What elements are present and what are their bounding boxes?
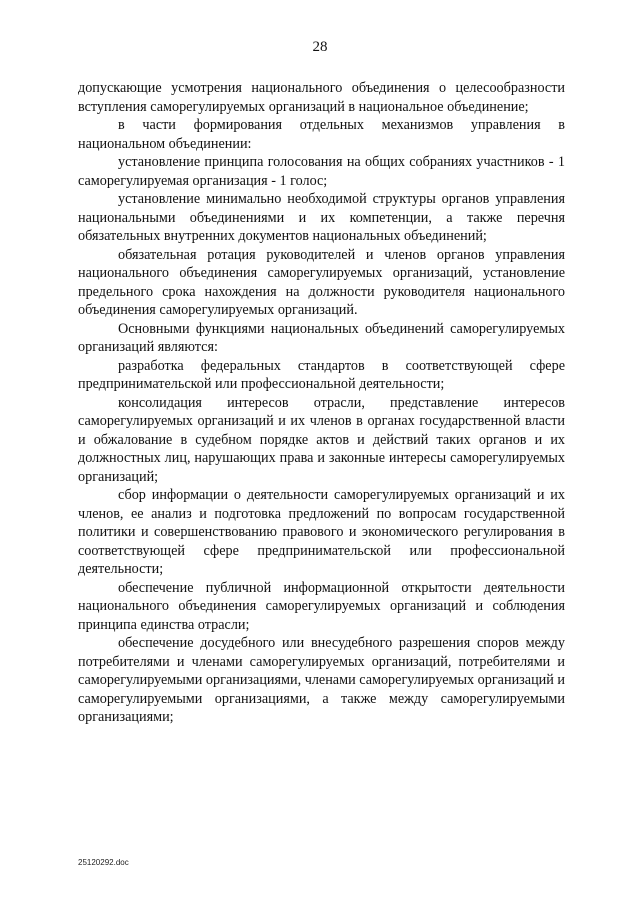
paragraph-continuation: допускающие усмотрения национального объединения о целесообразности вступления саморегулируемых организаций в национальное объединение;: [78, 80, 565, 115]
document-body: [78, 79, 565, 727]
footer-filename: 25120292.doc: [78, 858, 129, 867]
paragraph-publicity: обеспечение публичной информационной открытости деятельности национального объединения саморегулируемых организаций и соблюдения принципа единства отрасли;: [78, 579, 565, 633]
paragraph-voting-principle: установление принципа голосования на общих собраниях участников - 1 саморегулируемая организация - 1 голос;: [78, 154, 565, 189]
paragraph-information-collection: сбор информации о деятельности саморегулируемых организаций и их членов, ее анализ и подготовка предложений по вопросам государственной политики и совершенствованию правового и экономического регулирования в соответствующей сфере предпринимательской или профессиональной деятельности;: [78, 487, 565, 577]
paragraph-rotation: обязательная ротация руководителей и членов органов управления национального объединения саморегулируемых организаций, установление предельного срока нахождения на должности руководителя национального объединения саморегулируемых организаций.: [78, 246, 565, 318]
page-number: 28: [312, 39, 328, 55]
paragraph-governance-mechanisms: в части формирования отдельных механизмов управления в национальном объединении:: [78, 117, 565, 152]
paragraph-consolidation: консолидация интересов отрасли, представление интересов саморегулируемых организаций и их членов в органах государственной власти и обжалование в судебном порядке актов и действий таких органов и их должностных лиц, нарушающих права и законные интересы саморегулируемых организаций;: [78, 394, 565, 485]
paragraph-main-functions: Основными функциями национальных объединений саморегулируемых организаций являются:: [78, 320, 565, 355]
paragraph-management-structure: установление минимально необходимой структуры органов управления национальными объединениями и их компетенции, а также перечня обязательных внутренних документов национальных объединений;: [78, 191, 565, 244]
paragraph-dispute-resolution: обеспечение досудебного или внесудебного разрешения споров между потребителями и членами саморегулируемых организаций, потребителями и саморегулируемыми организациями, членами саморегулируемых организаций и саморегулируемыми организациями, а также между саморегулируемыми организациями;: [78, 635, 565, 725]
paragraph-standards: разработка федеральных стандартов в соответствующей сфере предпринимательской или профессиональной деятельности;: [78, 357, 565, 392]
